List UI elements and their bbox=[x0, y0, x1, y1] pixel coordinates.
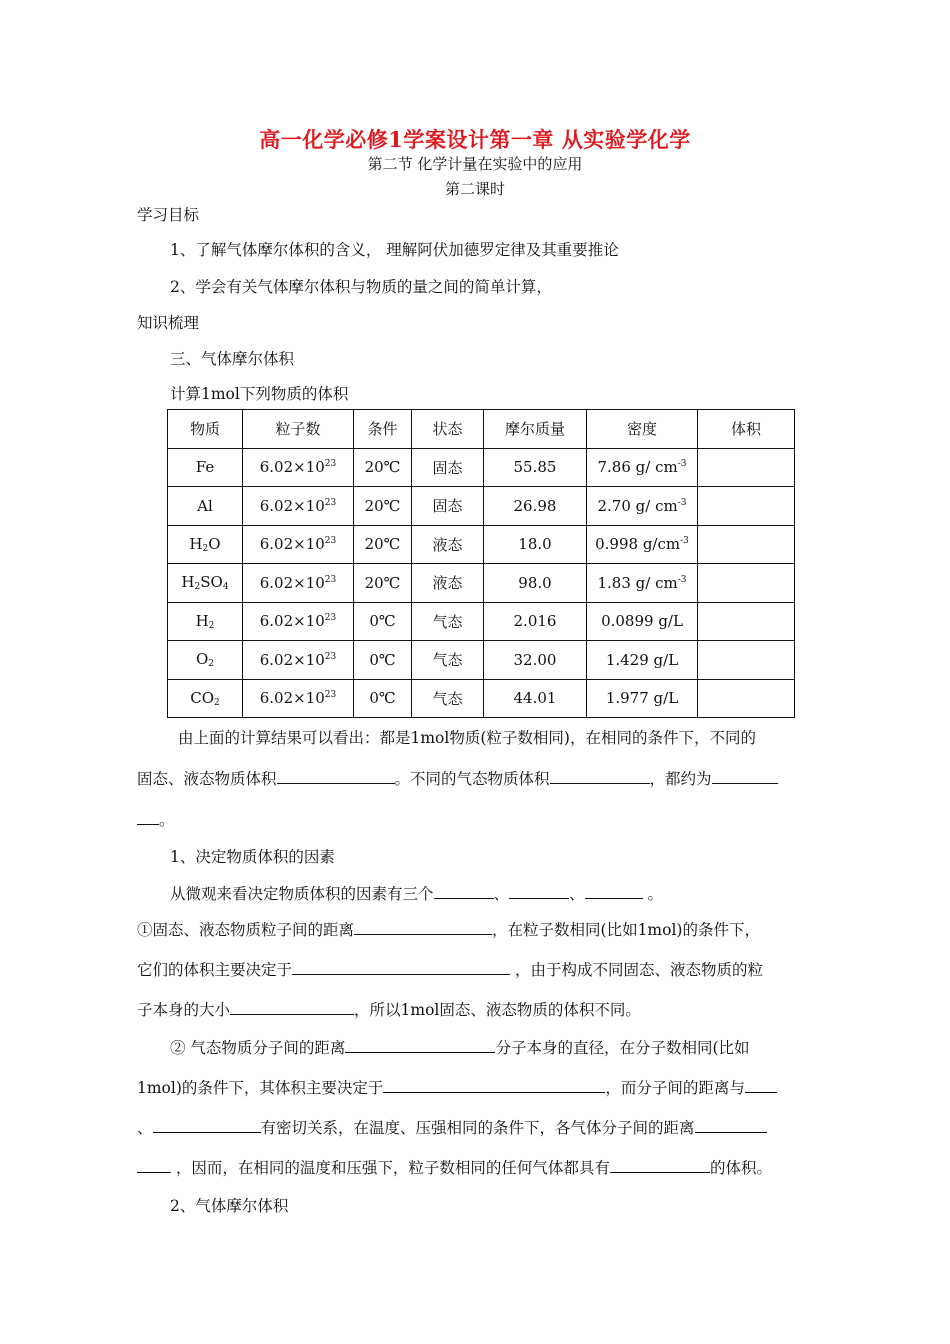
volume-cell[interactable] bbox=[698, 602, 795, 641]
fill-blank[interactable] bbox=[509, 883, 569, 899]
substance-cell bbox=[168, 641, 243, 680]
table-row bbox=[168, 525, 795, 564]
density-value: 2.70 g/ cm bbox=[597, 496, 678, 515]
lesson-title: 第二课时 bbox=[444, 180, 505, 198]
table-row bbox=[168, 641, 795, 680]
formula-text: O bbox=[208, 534, 221, 553]
table-header-cell: 体积 bbox=[698, 410, 795, 449]
particles-exponent: 23 bbox=[324, 574, 337, 585]
document-title: 高一化学必修1学案设计第一章 从实验学化学 bbox=[259, 127, 691, 152]
volume-cell[interactable] bbox=[698, 641, 795, 680]
text-segment: 分子本身的直径，在分子数相同(比如 bbox=[495, 1039, 750, 1057]
substance-cell bbox=[168, 564, 243, 603]
particles-exponent: 23 bbox=[324, 613, 337, 624]
density-value: 0.0899 g/L bbox=[601, 612, 683, 631]
substance-cell bbox=[168, 525, 243, 564]
particles-exponent: 23 bbox=[324, 690, 337, 701]
molar-mass-cell: 55.85 bbox=[484, 448, 587, 487]
conclusion-line-3 bbox=[137, 808, 175, 830]
fill-blank[interactable] bbox=[277, 768, 395, 784]
fill-blank[interactable] bbox=[585, 883, 643, 899]
text-segment: 有密切关系，在温度、压强相同的条件下，各气体分子间的距离 bbox=[260, 1119, 695, 1137]
gas-line-1 bbox=[170, 1036, 750, 1058]
formula-subscript: 2 bbox=[202, 543, 209, 554]
fill-blank[interactable] bbox=[137, 809, 159, 825]
table-header-cell: 状态 bbox=[412, 410, 484, 449]
fill-blank[interactable] bbox=[434, 883, 494, 899]
particles-exponent: 23 bbox=[324, 497, 337, 508]
text-segment: ，因而，在相同的温度和压强下，粒子数相同的任何气体都具有 bbox=[171, 1159, 610, 1177]
formula-subscript: 4 bbox=[222, 582, 229, 593]
table-row bbox=[168, 602, 795, 641]
density-cell bbox=[587, 487, 698, 526]
density-cell bbox=[587, 448, 698, 487]
condition-cell: 20℃ bbox=[354, 487, 412, 526]
formula-text: H bbox=[181, 573, 195, 592]
formula-subscript: 2 bbox=[208, 620, 215, 631]
factors-heading: 1、决定物质体积的因素 bbox=[170, 848, 335, 866]
text-segment: ，都约为 bbox=[649, 770, 712, 788]
density-cell bbox=[587, 641, 698, 680]
text-segment: ，所以1mol固态、液态物质的体积不同。 bbox=[354, 1001, 641, 1019]
calc-intro: 计算1mol下列物质的体积 bbox=[170, 385, 349, 403]
table-row bbox=[168, 448, 795, 487]
fill-blank[interactable] bbox=[383, 1077, 605, 1093]
particles-value: 6.02×10 bbox=[259, 535, 325, 554]
substance-cell bbox=[168, 679, 243, 718]
molar-volume-heading: 2、气体摩尔体积 bbox=[170, 1197, 289, 1215]
substance-cell bbox=[168, 602, 243, 641]
text-segment: 固态、液态物质体积 bbox=[137, 770, 277, 788]
fill-blank[interactable] bbox=[610, 1157, 710, 1173]
fill-blank[interactable] bbox=[695, 1117, 767, 1133]
table-row bbox=[168, 564, 795, 603]
fill-blank[interactable] bbox=[712, 768, 778, 784]
condition-cell: 20℃ bbox=[354, 525, 412, 564]
particles-value: 6.02×10 bbox=[259, 689, 325, 708]
fill-blank[interactable] bbox=[345, 1037, 495, 1053]
density-exponent: -3 bbox=[680, 536, 689, 547]
particles-cell bbox=[243, 679, 354, 718]
volume-cell[interactable] bbox=[698, 679, 795, 718]
solid-liquid-line-2 bbox=[137, 958, 763, 980]
molar-mass-cell: 44.01 bbox=[484, 679, 587, 718]
molar-mass-cell: 98.0 bbox=[484, 564, 587, 603]
state-cell: 液态 bbox=[412, 525, 484, 564]
molar-mass-cell: 18.0 bbox=[484, 525, 587, 564]
text-segment: 1mol)的条件下，其体积主要决定于 bbox=[137, 1079, 384, 1097]
density-value: 1.429 g/L bbox=[605, 650, 679, 669]
formula-text: SO bbox=[200, 573, 223, 592]
text-segment: ①固态、液态物质粒子间的距离 bbox=[137, 921, 355, 939]
text-segment: 。 bbox=[642, 885, 663, 903]
fill-blank[interactable] bbox=[550, 768, 650, 784]
molar-volume-table bbox=[167, 409, 795, 718]
particles-cell bbox=[243, 602, 354, 641]
solid-liquid-line-1 bbox=[137, 918, 760, 940]
objective-2: 2、学会有关气体摩尔体积与物质的量之间的简单计算， bbox=[170, 278, 552, 296]
volume-cell[interactable] bbox=[698, 487, 795, 526]
fill-blank[interactable] bbox=[153, 1117, 261, 1133]
molar-mass-cell: 32.00 bbox=[484, 641, 587, 680]
density-exponent: -3 bbox=[677, 574, 687, 585]
state-cell: 固态 bbox=[412, 487, 484, 526]
part-three-heading: 三、气体摩尔体积 bbox=[170, 350, 295, 368]
text-segment: 的体积。 bbox=[709, 1159, 772, 1177]
density-cell bbox=[587, 679, 698, 718]
knowledge-heading: 知识梳理 bbox=[137, 314, 200, 332]
text-segment: ② 气态物质分子间的距离 bbox=[170, 1039, 346, 1057]
text-segment: 从微观来看决定物质体积的因素有三个 bbox=[170, 885, 434, 903]
condition-cell: 0℃ bbox=[354, 641, 412, 680]
objective-1: 1、了解气体摩尔体积的含义， 理解阿伏加德罗定律及其重要推论 bbox=[170, 241, 619, 259]
density-value: 1.977 g/L bbox=[605, 689, 679, 708]
particles-cell bbox=[243, 641, 354, 680]
density-exponent: -3 bbox=[677, 497, 687, 508]
condition-cell: 0℃ bbox=[354, 679, 412, 718]
volume-cell[interactable] bbox=[698, 564, 795, 603]
table-header-cell: 密度 bbox=[587, 410, 698, 449]
condition-cell: 20℃ bbox=[354, 448, 412, 487]
substance-cell bbox=[168, 487, 243, 526]
particles-cell bbox=[243, 487, 354, 526]
particles-value: 6.02×10 bbox=[259, 612, 325, 631]
fill-blank[interactable] bbox=[745, 1077, 777, 1093]
text-segment: ，在粒子数相同(比如1mol)的条件下， bbox=[492, 921, 760, 939]
particles-value: 6.02×10 bbox=[259, 573, 325, 592]
table-header-cell: 物质 bbox=[168, 410, 243, 449]
formula-text: Fe bbox=[195, 458, 215, 477]
substance-cell bbox=[168, 448, 243, 487]
particles-cell bbox=[243, 525, 354, 564]
table-header-row bbox=[168, 410, 795, 449]
density-value: 7.86 g/ cm bbox=[597, 458, 678, 477]
text-segment: 、 bbox=[569, 885, 585, 903]
fill-blank[interactable] bbox=[230, 999, 354, 1015]
condition-cell: 20℃ bbox=[354, 564, 412, 603]
conclusion-line-1: 由上面的计算结果可以看出：都是1mol物质(粒子数相同)，在相同的条件下，不同的 bbox=[178, 729, 756, 747]
particles-exponent: 23 bbox=[324, 651, 337, 662]
table-row bbox=[168, 487, 795, 526]
formula-subscript: 2 bbox=[208, 659, 215, 670]
particles-exponent: 23 bbox=[324, 459, 337, 470]
text-segment: 、 bbox=[493, 885, 510, 903]
particles-value: 6.02×10 bbox=[259, 496, 325, 515]
state-cell: 气态 bbox=[412, 679, 484, 718]
text-segment: 它们的体积主要决定于 bbox=[137, 961, 293, 979]
gas-line-4 bbox=[137, 1156, 772, 1178]
density-cell bbox=[587, 564, 698, 603]
solid-liquid-line-3 bbox=[137, 998, 641, 1020]
gas-line-3 bbox=[137, 1116, 767, 1138]
formula-text: O bbox=[195, 650, 209, 669]
objectives-heading: 学习目标 bbox=[137, 206, 200, 224]
text-segment: 、 bbox=[137, 1119, 153, 1137]
density-exponent: -3 bbox=[677, 459, 687, 470]
table-header-cell: 粒子数 bbox=[243, 410, 354, 449]
formula-text: H bbox=[189, 534, 203, 553]
conclusion-line-2 bbox=[137, 767, 778, 789]
volume-cell[interactable] bbox=[698, 525, 795, 564]
density-value: 1.83 g/ cm bbox=[597, 573, 678, 592]
formula-subscript: 2 bbox=[194, 582, 201, 593]
molar-mass-cell: 26.98 bbox=[484, 487, 587, 526]
text-segment: ，由于构成不同固态、液态物质的粒 bbox=[510, 961, 763, 979]
density-cell bbox=[587, 602, 698, 641]
particles-value: 6.02×10 bbox=[259, 458, 325, 477]
table-header-cell: 条件 bbox=[354, 410, 412, 449]
particles-cell bbox=[243, 564, 354, 603]
gas-line-2 bbox=[137, 1076, 777, 1098]
condition-cell: 0℃ bbox=[354, 602, 412, 641]
table-row bbox=[168, 679, 795, 718]
fill-blank[interactable] bbox=[137, 1157, 171, 1173]
fill-blank[interactable] bbox=[292, 959, 510, 975]
particles-exponent: 23 bbox=[324, 536, 337, 547]
text-segment: 。 bbox=[159, 811, 175, 829]
particles-cell bbox=[243, 448, 354, 487]
state-cell: 液态 bbox=[412, 564, 484, 603]
particles-value: 6.02×10 bbox=[259, 650, 325, 669]
formula-subscript: 2 bbox=[214, 697, 220, 708]
state-cell: 固态 bbox=[412, 448, 484, 487]
factors-line bbox=[170, 882, 663, 904]
section-title: 第二节 化学计量在实验中的应用 bbox=[367, 155, 583, 173]
formula-text: Al bbox=[197, 496, 213, 515]
table-header-cell: 摩尔质量 bbox=[484, 410, 587, 449]
state-cell: 气态 bbox=[412, 641, 484, 680]
text-segment: 。不同的气态物质体积 bbox=[394, 770, 550, 788]
volume-cell[interactable] bbox=[698, 448, 795, 487]
formula-text: H bbox=[195, 611, 209, 630]
molar-mass-cell: 2.016 bbox=[484, 602, 587, 641]
fill-blank[interactable] bbox=[354, 919, 492, 935]
density-cell bbox=[587, 525, 698, 564]
text-segment: 子本身的大小 bbox=[137, 1001, 231, 1019]
text-segment: ，而分子间的距离与 bbox=[605, 1079, 745, 1097]
formula-text: CO bbox=[190, 688, 215, 707]
density-value: 0.998 g/cm bbox=[595, 535, 681, 554]
state-cell: 气态 bbox=[412, 602, 484, 641]
